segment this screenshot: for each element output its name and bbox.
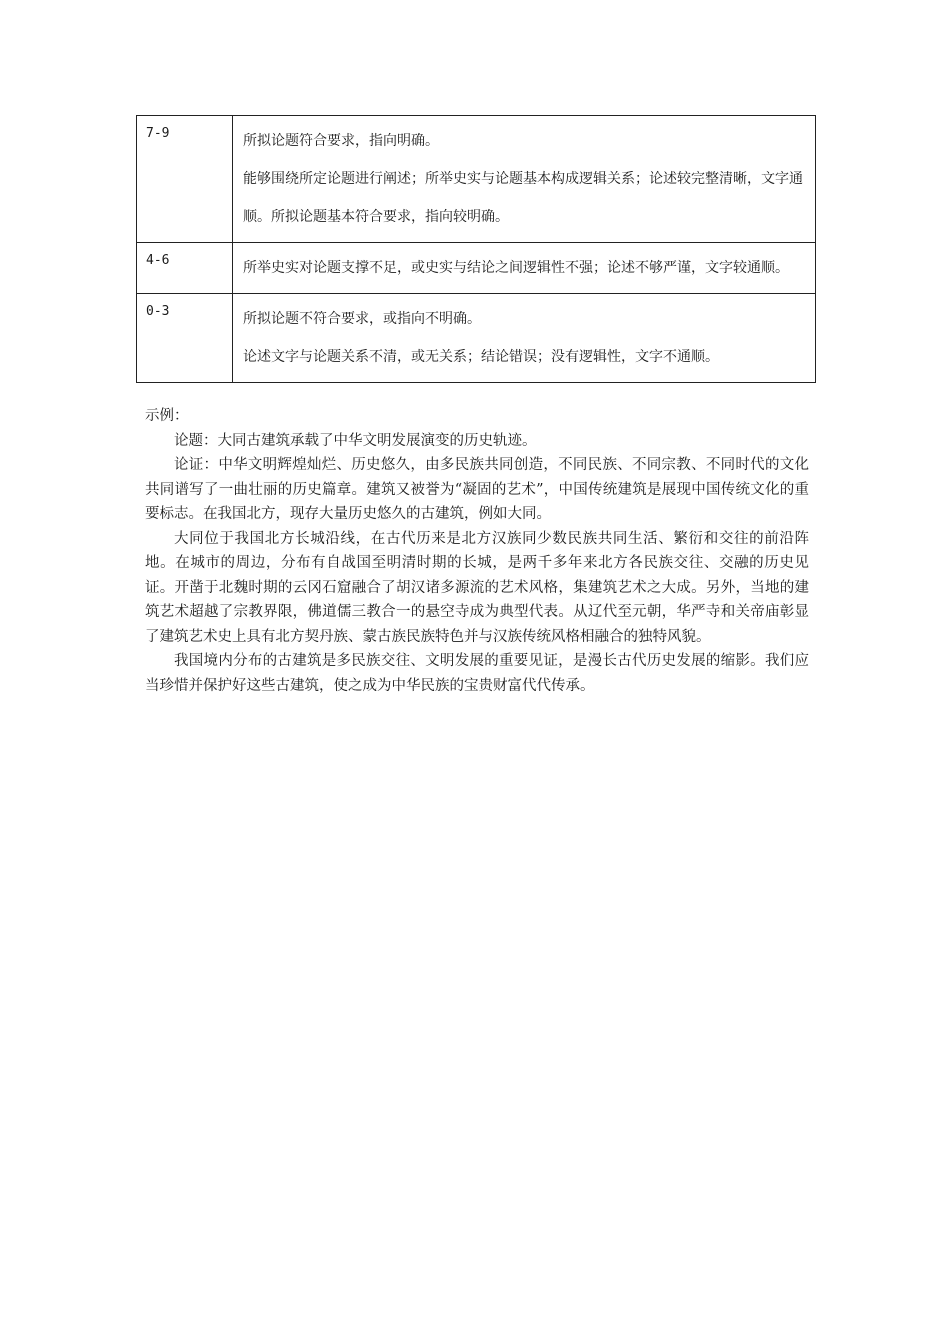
criteria-line: 所举史实对论题支撑不足，或史实与结论之间逻辑性不强；论述不够严谨，文字较通顺。 — [243, 260, 789, 276]
score-range-cell: 7-9 — [137, 116, 233, 243]
criteria-line: 论述文字与论题关系不清，或无关系；结论错误；没有逻辑性，文字不通顺。 — [243, 349, 719, 365]
criteria-cell — [233, 116, 816, 243]
table-row — [137, 243, 816, 294]
criteria-line: 所拟论题符合要求，指向明确。 — [243, 133, 439, 149]
criteria-line: 能够围绕所定论题进行阐述；所举史实与论题基本构成逻辑关系；论述较完整清晰，文字通顺。所拟论题基本符合要求，指向较明确。 — [243, 171, 803, 225]
score-range-cell: 4-6 — [137, 243, 233, 294]
example-paragraph: 大同位于我国北方长城沿线，在古代历来是北方汉族同少数民族共同生活、繁衍和交往的前沿阵地。在城市的周边，分布有自战国至明清时期的长城，是两千多年来北方各民族交往、交融的历史见证。开凿于北魏时期的云冈石窟融合了胡汉诸多源流的艺术风格，集建筑艺术之大成。另外，当地的建筑艺术超越了宗教界限，佛道儒三教合一的悬空寺成为典型代表。从辽代至元朝，华严寺和关帝庙彰显了建筑艺术史上具有北方契丹族、蒙古族民族特色并与汉族传统风格相融合的独特风貌。 — [145, 530, 809, 645]
example-section — [145, 404, 809, 698]
score-range-cell: 0-3 — [137, 294, 233, 383]
example-paragraph: 我国境内分布的古建筑是多民族交往、文明发展的重要见证，是漫长古代历史发展的缩影。我们应当珍惜并保护好这些古建筑，使之成为中华民族的宝贵财富代代传承。 — [145, 653, 809, 694]
scoring-rubric-table — [136, 115, 816, 383]
example-topic: 论题：大同古建筑承载了中华文明发展演变的历史轨迹。 — [174, 432, 537, 449]
criteria-cell — [233, 294, 816, 383]
criteria-line: 所拟论题不符合要求，或指向不明确。 — [243, 311, 481, 327]
example-paragraph: 论证：中华文明辉煌灿烂、历史悠久，由多民族共同创造，不同民族、不同宗教、不同时代的文化共同谱写了一曲壮丽的历史篇章。建筑又被誉为“凝固的艺术”，中国传统建筑是展现中国传统文化的重要标志。在我国北方，现存大量历史悠久的古建筑，例如大同。 — [145, 457, 809, 522]
example-heading: 示例： — [145, 408, 189, 424]
table-row — [137, 294, 816, 383]
table-row — [137, 116, 816, 243]
criteria-cell — [233, 243, 816, 294]
